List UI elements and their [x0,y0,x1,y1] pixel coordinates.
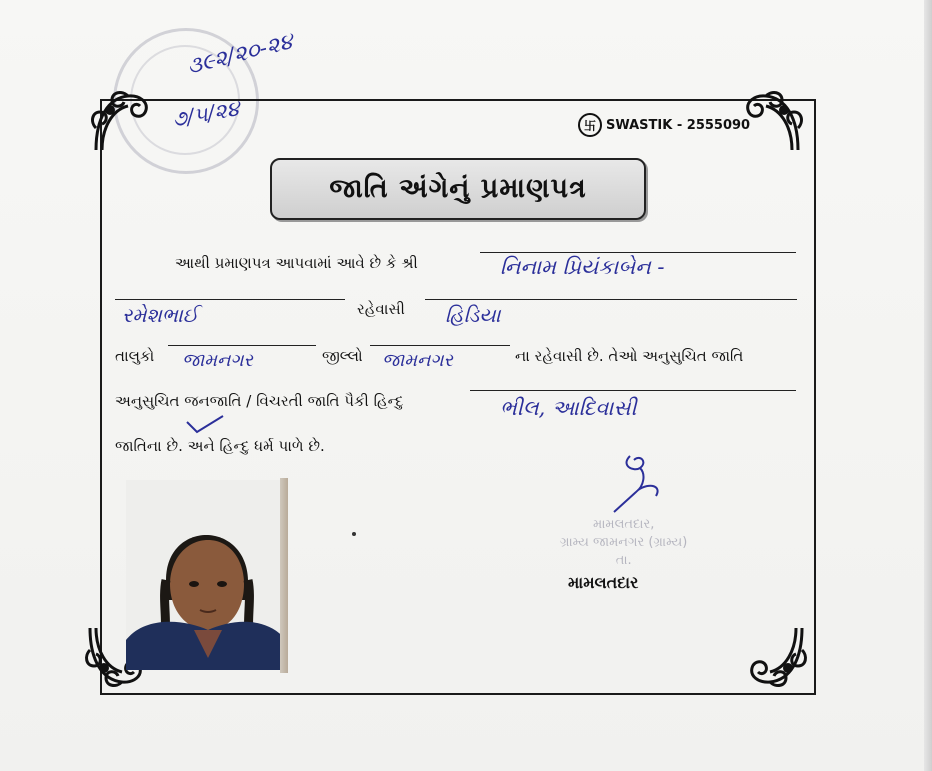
ink-dot [352,532,356,536]
title-banner [270,158,646,220]
brand-text: SWASTIK - 2555090 [606,117,751,133]
applicant-photo [126,480,286,670]
name-line-2 [115,299,345,300]
paper-edge [924,0,932,771]
stamp-line-1: મામલતદાર, [593,517,655,532]
handwritten-name-2: રમેશભાઈ [122,303,199,327]
brand-header [578,113,750,137]
faded-office-stamp [560,516,687,570]
stamp-handwritten-number: ૩૯૨/૨૦-૨૪ [184,29,296,80]
ornament-corner-icon [88,88,158,158]
signature-icon [600,452,680,522]
page-title: જાતિ અંગેનું પ્રમાણપત્ર [329,173,587,204]
district-line [370,345,510,346]
handwritten-taluka: જામનગર [182,350,253,371]
certify-prefix: આથી પ્રમાણપત્ર આપવામાં આવે છે કે શ્રી [175,254,418,272]
taluka-line [168,345,316,346]
name-line [480,252,796,253]
handwritten-district: જામનગર [382,350,453,371]
stamp-line-2: ગ્રામ્ય જામનગર (ગ્રામ્ય) [560,535,688,550]
tick-mark-icon [185,412,225,436]
handwritten-name-1: નિનામ પ્રિયંકાબેન - [500,255,665,279]
residence-line [425,299,797,300]
photo-edge [280,478,288,673]
district-label: જીલ્લો [322,347,363,365]
closing-text: જાતિના છે. અને હિન્દુ ધર્મ પાળે છે. [115,437,325,455]
swastik-logo-icon: 卐 [578,113,602,137]
handwritten-residence: હિડિયા [445,303,501,327]
handwritten-caste: ભીલ, આદિવાસી [500,396,637,420]
taluka-label: તાલુકો [115,347,155,365]
category-text: અનુસુચિત જનજાતિ / વિચરતી જાતિ પૈકી હિન્દુ [115,392,404,410]
resident-label: રહેવાસી [357,300,405,318]
resident-suffix: ના રહેવાસી છે. તેઓ અનુસુચિત જાતિ [515,347,744,365]
signatory-title: મામલતદાર [568,573,639,592]
ornament-corner-icon [740,620,810,690]
stamp-handwritten-date: ૭/૫/૨૪ [170,96,242,132]
caste-line [470,390,796,391]
stamp-line-3: તા. [615,553,632,568]
